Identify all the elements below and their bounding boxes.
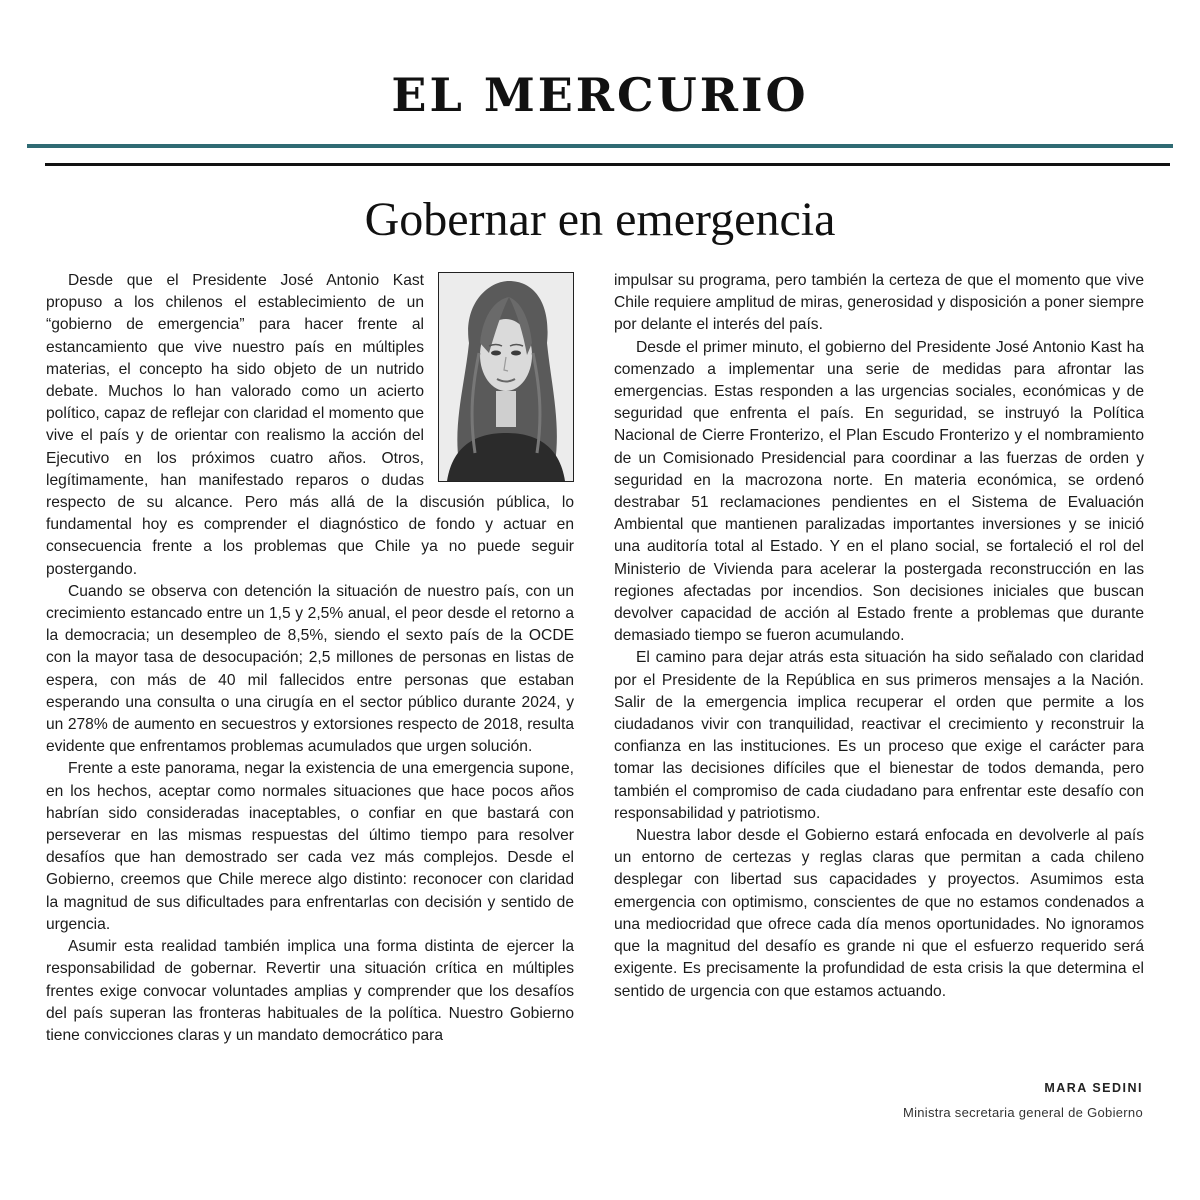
masthead-rule-teal [27,144,1173,148]
paragraph: Asumir esta realidad también implica una forma distinta de ejercer la responsabilidad de gobernar. Revertir una situación crítica en múltiples frentes exige convocar voluntades amplias y comprender que los desafíos del país superan las fronteras habituales de la política. Nuestro Gobierno tiene convicciones claras y un mandato democrático para [46,938,574,1044]
author-role: Ministra secretaria general de Gobierno [902,1105,1143,1120]
author-name: MARA SEDINI [1044,1081,1143,1095]
paragraph-continued: impulsar su programa, pero también la certeza de que el momento que vive Chile requiere amplitud de miras, generosidad y disposición a poner siempre por delante el interés del país. [614,272,1144,334]
article-column-right [614,270,1144,1003]
paragraph: Nuestra labor desde el Gobierno estará enfocada en devolverle al país un entorno de certezas y reglas claras que permitan a cada chileno desplegar con libertad sus capacidades y proyectos. Asumimos esta emergencia con optimismo, conscientes de que no estamos condenados a una mediocridad que ofrece cada día menos oportunidades. No ignoramos que la magnitud del desafío es grande ni que el esfuerzo requerido será exigente. Es precisamente la profundidad de esta crisis la que determina el sentido de urgencia con que estamos actuando. [614,827,1144,1000]
paragraph: El camino para dejar atrás esta situación ha sido señalado con claridad por el Presidente de la República en sus primeros mensajes a la Nación. Salir de la emergencia implica recuperar el orden que permite a los ciudadanos vivir con tranquilidad, reactivar el crecimiento y reconstruir la confianza en las instituciones. Es un proceso que exige el carácter para tomar las decisiones difíciles que el bienestar de todos demanda, pero también el compromiso de cada ciudadano para enfrentar este desafío con responsabilidad y patriotismo. [614,649,1144,822]
paragraph: Frente a este panorama, negar la existencia de una emergencia supone, en los hechos, aceptar como normales situaciones que hace pocos años habrían sido consideradas inaceptables, o confiar en que bastará con perseverar en las mismas respuestas del último tiempo para resolver desafíos que han demostrado ser cada vez más complejos. Desde el Gobierno, creemos que Chile merece algo distinto: reconocer con claridad la magnitud de sus dificultades para enfrentarlas con decisión y sentido de urgencia. [46,760,574,933]
paragraph: Desde el primer minuto, el gobierno del Presidente José Antonio Kast ha comenzado a implementar una serie de medidas para afrontar las emergencias. Estas responden a las urgencias sociales, económicas y de seguridad que enfrenta el país. En seguridad, se instruyó la Política Nacional de Cierre Fronterizo, el Plan Escudo Fronterizo y el nombramiento de un Comisionado Presidencial para coordinar a las fuerzas de orden y seguridad en la macrozona norte. En materia económica, se ordenó destrabar 51 reclamaciones pendientes en el Sistema de Evaluación Ambiental que mantienen paralizadas importantes inversiones y se inició una auditoría total al Estado. Y en el plano social, se fortaleció el rol del Ministerio de Vivienda para acelerar la postergada reconstrucción en las regiones afectadas por incendios. Son decisiones iniciales que buscan devolver capacidad de acción al Estado frente a problemas que durante demasiado tiempo se fueron acumulando. [614,338,1144,645]
article-column-left [46,270,574,1047]
paragraph: Desde que el Presidente José Antonio Kast propuso a los chilenos el establecimiento de un “gobierno de emergencia” para hacer frente al estancamiento que vive nuestro país en múltiples materias, el concepto ha sido objeto de un nutrido debate. Muchos lo han valorado como un acierto político, capaz de reflejar con claridad el momento que vive el país y de orientar con realismo la acción del Ejecutivo en los próximos cuatro años. Otros, legítimamente, han manifestado reparos o dudas respecto de su alcance. Pero más allá de la discusión pública, lo fundamental hoy es comprender el diagnóstico de fondo y actuar en consecuencia frente a los problemas que Chile ya no puede seguir postergando. [46,272,574,578]
masthead-rule-black [45,163,1170,166]
paragraph: Cuando se observa con detención la situación de nuestro país, con un crecimiento estancado entre un 1,5 y 2,5% anual, el peor desde el retorno a la democracia; un desempleo de 8,5%, siendo el sexto país de la OCDE con la mayor tasa de desocupación; 2,5 millones de personas en listas de espera, con más de 40 mil fallecidos entre personas que estaban esperando una consulta o una cirugía en el sector público durante 2024, y un 278% de aumento en secuestros y extorsiones respecto de 2018, resulta evidente que enfrentamos problemas acumulados que urgen solución. [46,582,574,756]
newspaper-masthead: EL MERCURIO [391,68,809,122]
article-headline: Gobernar en emergencia [364,193,836,246]
author-photo [438,272,574,482]
